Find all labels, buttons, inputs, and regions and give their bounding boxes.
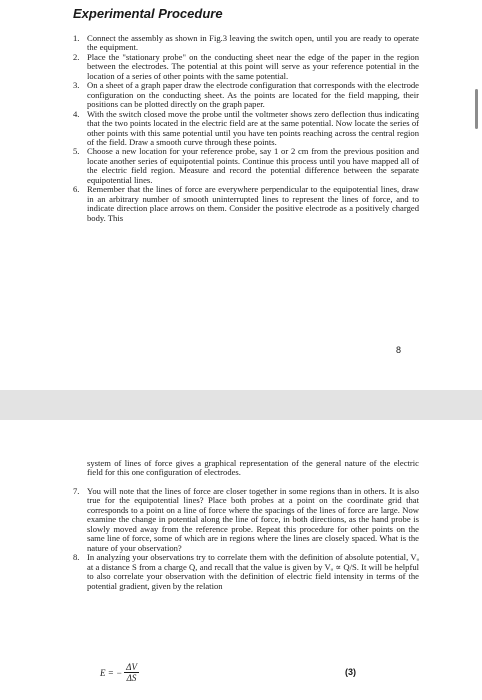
list-item xyxy=(73,553,419,591)
list-item xyxy=(73,110,419,148)
procedure-steps-bottom xyxy=(73,487,419,591)
list-item xyxy=(73,185,419,223)
step-number: 4. xyxy=(73,108,80,119)
continuation-text: system of lines of force gives a graphical representation of the general nature of the electric field for this one configuration of electrodes. xyxy=(87,458,419,478)
step-number: 2. xyxy=(73,51,80,62)
step-text: In analyzing your observations try to correlate them with the definition of absolute potential, Vₐ at a distance S from a charge Q, and recall that the value is given by Vₐ ∝ Q/S. It will be helpful to also correlate your observation with the definition of electric field intensity in terms of the potential gradient, given by the relation xyxy=(87,552,419,591)
equation-denominator: ΔS xyxy=(126,673,137,683)
step-number: 8. xyxy=(73,552,80,563)
step-number: 5. xyxy=(73,146,80,157)
equation-numerator: ΔV xyxy=(126,662,137,672)
step-text: Connect the assembly as shown in Fig.3 leaving the switch open, until you are ready to operate the equipment. xyxy=(87,33,419,53)
procedure-steps-top xyxy=(73,34,419,223)
equation-fraction xyxy=(124,662,139,683)
list-item xyxy=(73,487,419,553)
step-text: Place the "stationary probe" on the conducting sheet near the edge of the paper in the region between the electrodes. The potential at this point will serve as your reference potential in the location of a series of other points with the same potential. xyxy=(87,51,419,81)
step-text: With the switch closed move the probe until the voltmeter shows zero deflection thus indicating that the two points located in the electric field are at the same potential. Now locate the series of other points with this same potential until you have ten points reaching across the central region of the field. Draw a smooth curve through these points. xyxy=(87,108,419,147)
page-separator xyxy=(0,390,482,420)
step-text: On a sheet of a graph paper draw the electrode configuration that corresponds with the electrode configuration on the conducting sheet. As the points are located for the field mapping, their positions can be plotted directly on the graph paper. xyxy=(87,80,419,110)
list-item xyxy=(73,147,419,185)
step-number: 6. xyxy=(73,184,80,195)
list-item xyxy=(73,53,419,81)
step-text: You will note that the lines of force are closer together in some regions than in others. It is also true for the equipotential lines? Place both probes at a point on the coordinate grid that corresponds to a point on a line of force where the spacings of the lines of force are large. Now examine the change in potential along the line of force, in both directions, as the hand probe is slowly moved away from the reference probe. Repeat this procedure for other points on the same line of force, some of which are in regions where the lines are closely spaced. What is the nature of your observation? xyxy=(87,486,419,553)
equation-number: (3) xyxy=(345,667,356,677)
step-text: Remember that the lines of force are everywhere perpendicular to the equipotential lines, draw in an arbitrary number of smooth uninterrupted lines to represent the lines of force, and to indicate direction place arrows on them. Consider the positive electrode as a positively charged body. This xyxy=(87,184,419,223)
list-item xyxy=(73,34,419,53)
equation-field-intensity xyxy=(100,662,139,683)
equation-lhs: E = − xyxy=(100,667,123,678)
section-heading: Experimental Procedure xyxy=(73,6,223,21)
page-number: 8 xyxy=(396,345,402,355)
scrollbar-thumb[interactable] xyxy=(475,89,478,129)
step-number: 1. xyxy=(73,33,80,43)
step-number: 7. xyxy=(73,486,80,496)
list-item xyxy=(73,81,419,109)
step-text: Choose a new location for your reference probe, say 1 or 2 cm from the previous position and locate another series of equipotential points. Continue this process until you have mapped all of the electric field region. Measure and record the potential difference between the separate equipotential lines. xyxy=(87,146,419,185)
step-number: 3. xyxy=(73,80,80,91)
